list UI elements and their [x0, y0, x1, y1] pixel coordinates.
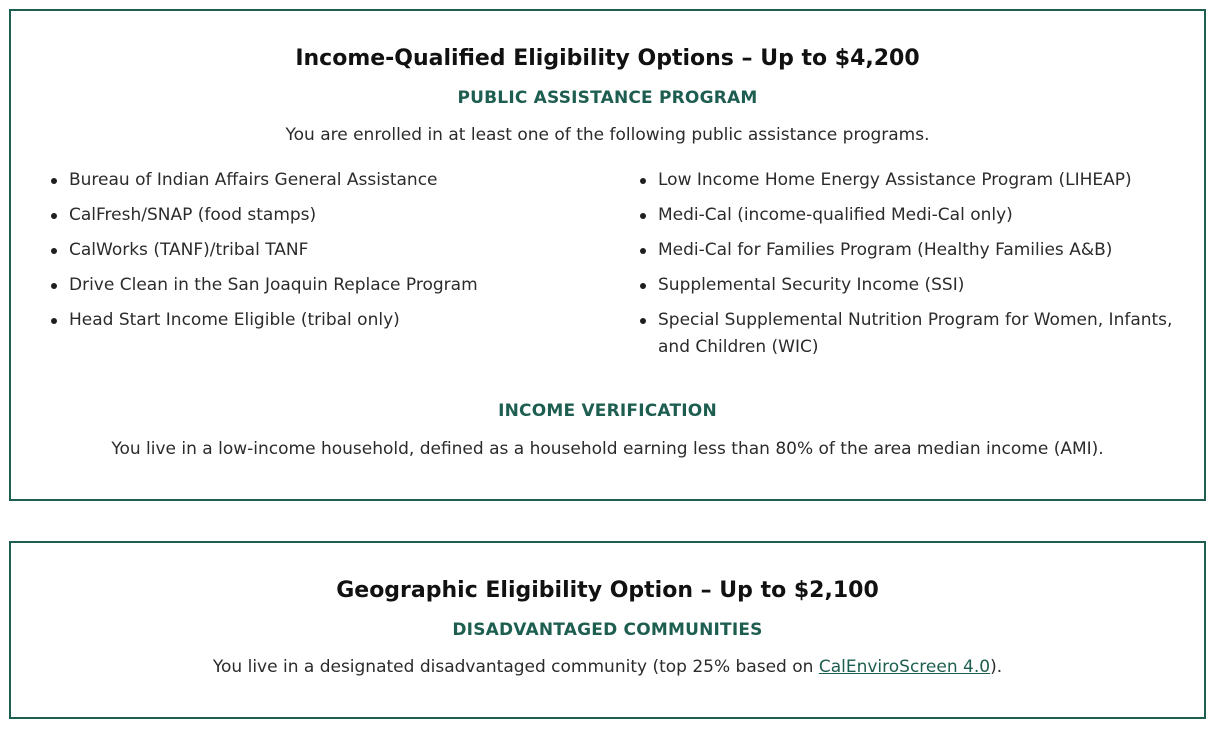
list-item: Low Income Home Energy Assistance Program (LIHEAP): [638, 167, 1178, 194]
public-assistance-heading: PUBLIC ASSISTANCE PROGRAM: [457, 88, 758, 108]
program-list-left: [49, 167, 569, 342]
list-item: Supplemental Security Income (SSI): [638, 272, 1178, 299]
public-assistance-intro: You are enrolled in at least one of the following public assistance programs.: [285, 125, 930, 145]
list-item: CalFresh/SNAP (food stamps): [49, 202, 569, 229]
list-item: Special Supplemental Nutrition Program for Women, Infants, and Children (WIC): [638, 307, 1178, 361]
disadvantaged-communities-heading: DISADVANTAGED COMMUNITIES: [452, 620, 763, 640]
list-item: Bureau of Indian Affairs General Assistance: [49, 167, 569, 194]
geo-card-title: Geographic Eligibility Option – Up to $2,100: [336, 578, 879, 603]
income-verification-text: You live in a low-income household, defined as a household earning less than 80% of the area median income (AMI).: [111, 439, 1104, 459]
income-card-title: Income-Qualified Eligibility Options – Up to $4,200: [295, 46, 920, 71]
income-verification-heading: INCOME VERIFICATION: [498, 401, 717, 421]
geo-text-before: You live in a designated disadvantaged community (top 25% based on: [212, 657, 819, 677]
list-item: Medi-Cal (income-qualified Medi-Cal only): [638, 202, 1178, 229]
list-item: Medi-Cal for Families Program (Healthy Families A&B): [638, 237, 1178, 264]
program-list-right: [638, 167, 1178, 369]
list-item: Drive Clean in the San Joaquin Replace Program: [49, 272, 569, 299]
list-item: Head Start Income Eligible (tribal only): [49, 307, 569, 334]
calenviroscreen-link[interactable]: CalEnviroScreen 4.0: [818, 657, 991, 677]
income-eligibility-card: [9, 9, 1206, 501]
list-item: CalWorks (TANF)/tribal TANF: [49, 237, 569, 264]
geo-text-after: ).: [990, 657, 1003, 677]
geographic-eligibility-card: [9, 541, 1206, 719]
disadvantaged-communities-text: [11, 657, 1204, 677]
